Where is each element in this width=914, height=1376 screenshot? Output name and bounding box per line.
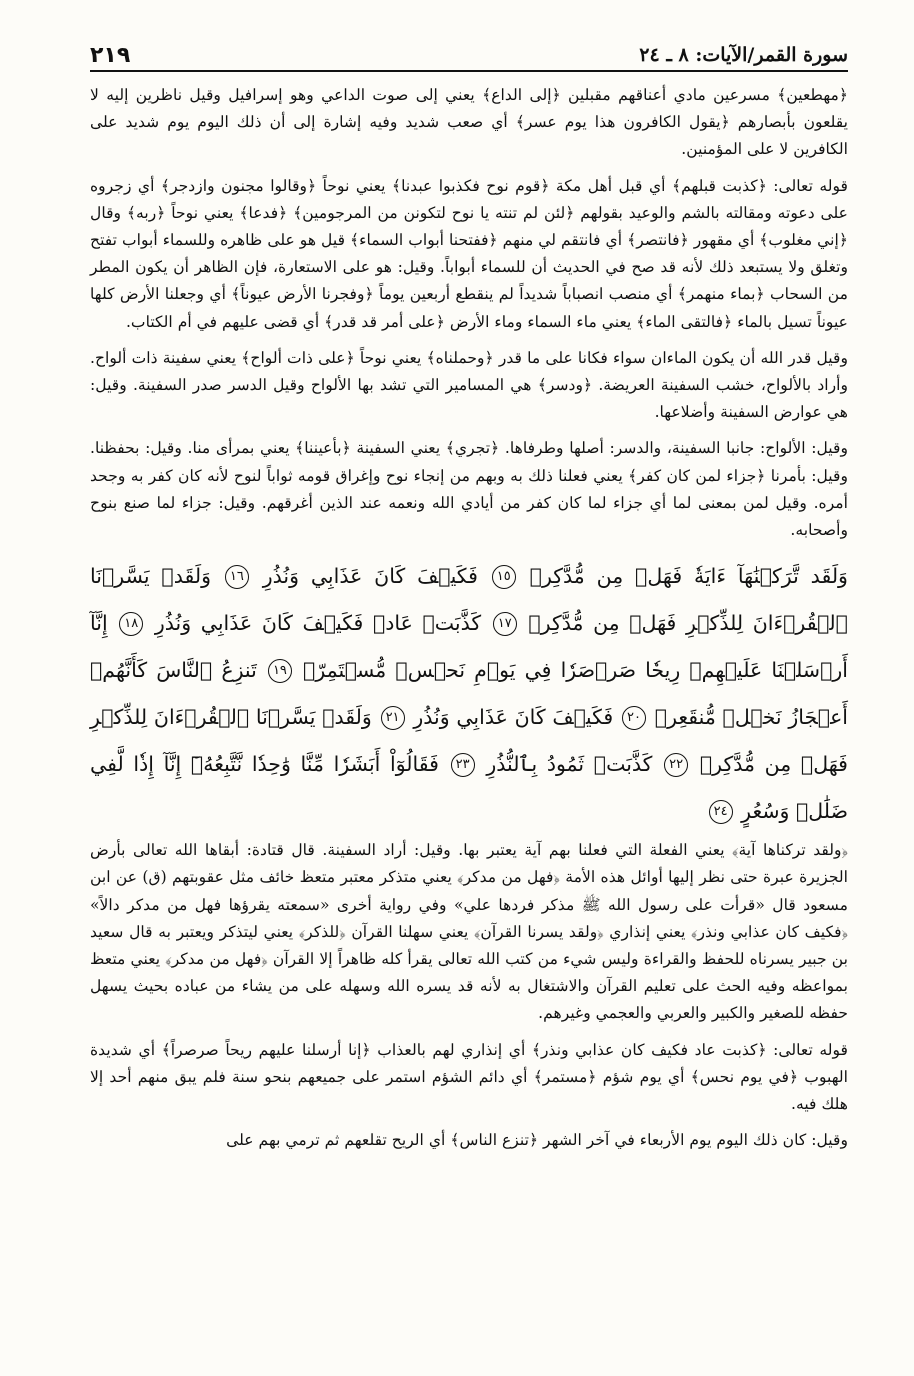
verse-text: فَقَالُوٓاْ أَبَشَرٗا مِّنَّا وَٰحِدٗا نَّتَّبِعُهُۥٓ إِنَّآ إِذٗا لَّفِي ضَلَٰلٖ وَسُعُرٍ <box>90 752 848 824</box>
verse-text: فَكَيۡفَ كَانَ عَذَابِي وَنُذُرِ <box>413 705 614 730</box>
verse-text: كَذَّبَتۡ عَادٞ فَكَيۡفَ كَانَ عَذَابِي وَنُذُرِ <box>154 611 482 636</box>
paragraph: ﴿ولقد تركناها آية﴾ يعني الفعلة التي فعلنا بهم آية يعتبر بها. وقيل: أراد السفينة. قال قتادة: أبقاها الله تعالى بأرض الجزيرة عبرة حتى نظر إليها أوائل هذه الأمة ﴿فهل من مدكر﴾ يعني متذكر معتبر متعظ خائف مثل عقوبتهم (ق) عن ابن مسعود قال «قرأت على رسول الله ﷺ مذكر فردها علي» وفي رواية أخرى «سمعته يقرؤها فهل من مدكر دالاً» ﴿فكيف كان عذابي ونذر﴾ يعني إنذاري ﴿ولقد يسرنا القرآن﴾ يعني سهلنا القرآن ﴿للذكر﴾ يعني ليتذكر ويعتبر به قال سعيد بن جبير يسرناه للحفظ والقراءة وليس شيء من كتب الله تعالى يقرأ كله ظاهراً إلا القرآن ﴿فهل من مدكر﴾ يعني متعظ بمواعظه وفيه الحث على تعليم القرآن والاشتغال به لأنه قد يسره الله وسهله على من يشاء من عباده بحيث يسهل حفظه للصغير والكبير والعربي والعجمي وغيرهم. <box>90 841 848 1023</box>
verse-number: ٢٣ <box>451 753 475 777</box>
verse-text: وَلَقَدۡ يَسَّرۡنَا ٱلۡقُرۡءَانَ لِلذِّكۡرِ فَهَلۡ مِن مُّدَّكِرٖ <box>90 705 848 777</box>
verse-number: ١٧ <box>493 612 517 636</box>
quran-verses <box>90 553 848 835</box>
paragraph: ﴿مهطعين﴾ مسرعين مادي أعناقهم مقبلين ﴿إلى الداع﴾ يعني إلى صوت الداعي وهو إسرافيل وقيل ناظرين إليه لا يقلعون بأبصارهم ﴿يقول الكافرون هذا يوم عسر﴾ أي صعب شديد وفيه إشارة إلى أن ذلك اليوم يوم شديد على الكافرين لا على المؤمنين. <box>90 86 848 159</box>
verse-number: ١٨ <box>119 612 143 636</box>
verse-number: ٢٠ <box>622 706 646 730</box>
verse-number: ١٥ <box>492 565 516 589</box>
verse-text: تَنزِعُ ٱلنَّاسَ كَأَنَّهُمۡ أَعۡجَازُ نَخۡلٖ مُّنقَعِرٖ <box>90 658 848 730</box>
verse-number: ١٩ <box>268 659 292 683</box>
verse-number: ٢١ <box>381 706 405 730</box>
paragraph: وقيل قدر الله أن يكون الماءان سواء فكانا على ما قدر ﴿وحملناه﴾ يعني نوحاً ﴿على ذات ألواح﴾ يعني سفينة ذات ألواح. وأراد بالألواح، خشب السفينة العريضة. ﴿ودسر﴾ هي المسامير التي تشد بها الألواح وقيل الدسر صدر السفينة. وقيل: هي عوارض السفينة وأضلاعها. <box>90 348 848 422</box>
verse-number: ١٦ <box>225 565 249 589</box>
verse-number: ٢٢ <box>664 753 688 777</box>
verse-text: وَلَقَد تَّرَكۡنَٰهَآ ءَايَةٗ فَهَلۡ مِن مُّدَّكِرٖ <box>529 564 848 589</box>
paragraph: وقيل: كان ذلك اليوم يوم الأربعاء في آخر الشهر ﴿تنزع الناس﴾ أي الريح تقلعهم ثم ترمي بهم على <box>226 1131 848 1150</box>
surah-title: سورة القمر/الآيات: ٨ ـ ٢٤ <box>639 44 848 66</box>
page-number: ٢١٩ <box>90 43 131 68</box>
verse-text: إِنَّآ أَرۡسَلۡنَا عَلَيۡهِمۡ رِيحٗا صَرۡصَرٗا فِي يَوۡمِ نَحۡسٖ مُّسۡتَمِرّٖ <box>90 611 848 683</box>
paragraph: وقيل: الألواح: جانبا السفينة، والدسر: أصلها وطرفاها. ﴿تجري﴾ يعني السفينة ﴿بأعيننا﴾ يعني بمرأى منا. وقيل: بحفظنا. وقيل: بأمرنا ﴿جزاء لمن كان كفر﴾ يعني فعلنا ذلك به وبهم من إنجاء نوح وإغراق قومه ثواباً لنوح لأنه كان كفر به وجحد أمره. وقيل لمن بمعنى لما أي جزاء لما كان كفر من أيادي الله ونعمه عند الذين أغرقهم. وقيل: جزاء لما صنع بنوح وأصحابه. <box>90 439 848 540</box>
verse-number: ٢٤ <box>709 800 733 824</box>
verse-text: وَلَقَدۡ يَسَّرۡنَا ٱلۡقُرۡءَانَ لِلذِّكۡرِ فَهَلۡ مِن مُّدَّكِرٖ <box>90 564 848 636</box>
verse-text: كَذَّبَتۡ ثَمُودُ بِٱلنُّذُرِ <box>486 752 653 777</box>
paragraph: قوله تعالى: ﴿كذبت قبلهم﴾ أي قبل أهل مكة ﴿قوم نوح فكذبوا عبدنا﴾ يعني نوحاً ﴿وقالوا مجنون وازدجر﴾ أي زجروه على دعوته ومقالته بالشم والوعيد بقولهم ﴿لئن لم تنته يا نوح لتكونن من المرجومين﴾ ﴿فدعا﴾ يعني نوحاً ﴿ربه﴾ وقال ﴿إني مغلوب﴾ أي مقهور ﴿فانتصر﴾ أي فانتقم لي منهم ﴿ففتحنا أبواب السماء﴾ قيل هو على ظاهره وللسماء أبواب تفتح وتغلق ولا يستبعد ذلك لأنه قد صح في الحديث أن للسماء أبواباً. وقيل: هو على الاستعارة، فإن الظاهر أن يكون المطر من السحاب ﴿بماء منهمر﴾ أي منصب انصباباً شديداً لم ينقطع أربعين يوماً ﴿وفجرنا الأرض عيوناً﴾ أي وجعلنا الأرض كلها عيوناً تسيل بالماء ﴿فالتقى الماء﴾ يعني ماء السماء وماء الأرض ﴿على أمر قد قدر﴾ أي قضى عليهم في أم الكتاب. <box>90 176 848 331</box>
verse-text: فَكَيۡفَ كَانَ عَذَابِي وَنُذُرِ <box>262 564 478 589</box>
page-header <box>90 30 848 72</box>
paragraph: قوله تعالى: ﴿كذبت عاد فكيف كان عذابي ونذر﴾ أي إنذاري لهم بالعذاب ﴿إنا أرسلنا عليهم ريحاً صرصراً﴾ أي شديدة الهبوب ﴿في يوم نحس﴾ أي يوم شؤم ﴿مستمر﴾ أي دائم الشؤم استمر على جميعهم بنحو سنة فلم يبق منهم أحد إلا هلك فيه. <box>90 1040 848 1114</box>
